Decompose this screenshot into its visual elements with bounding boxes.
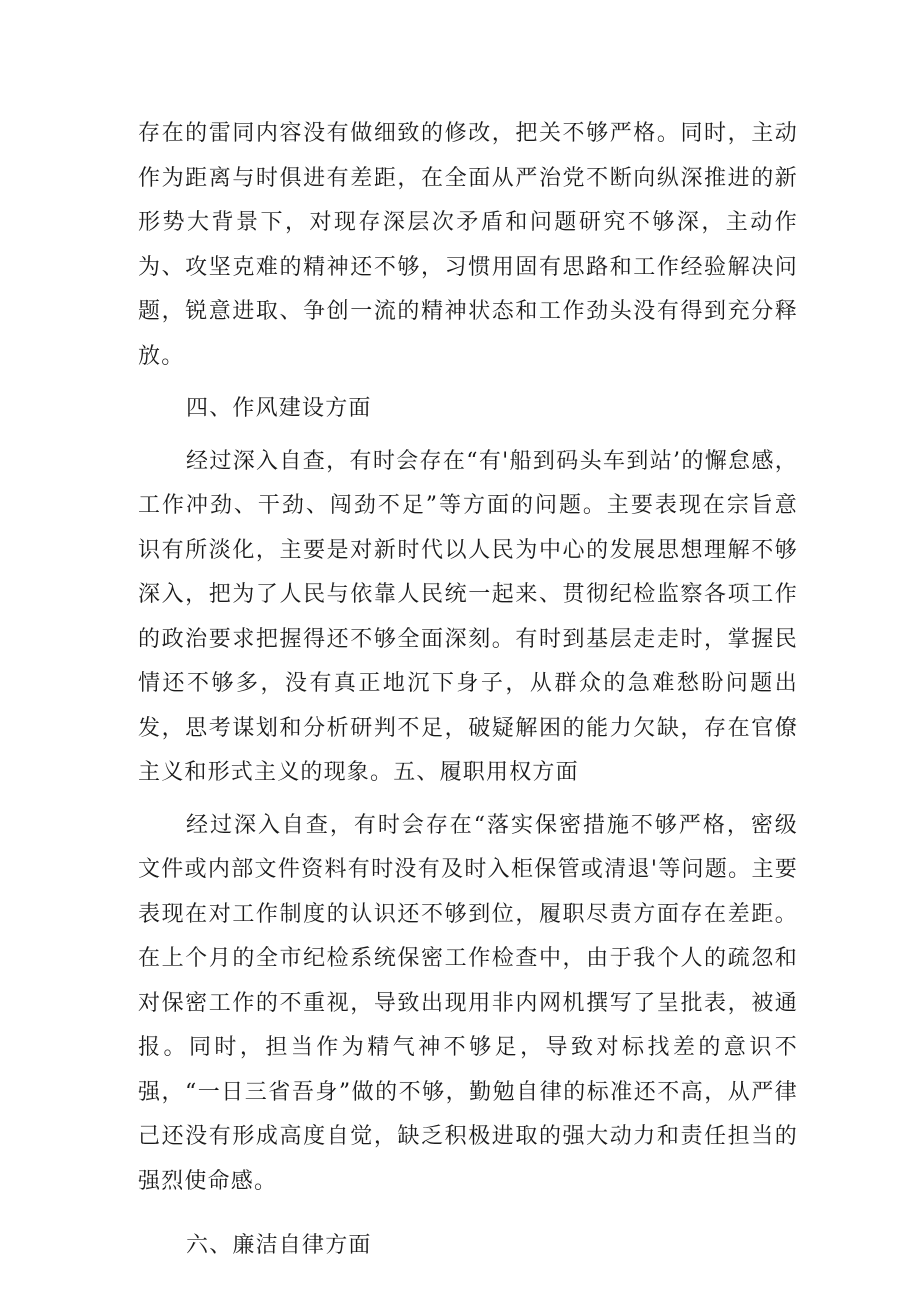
document-body xyxy=(138,112,798,1269)
spacer xyxy=(138,1204,798,1224)
section-heading-work-style: 四、作风建设方面 xyxy=(186,396,372,421)
paragraph-work-style: 经过深入自查，有时会存在“有'船到码头车到站’的懈怠感，工作冲劲、干劲、闯劲不足”等方面的问题。主要表现在宗旨意识有所淡化，主要是对新时代以人民为中心的发展思想理解不够深入，把为了人民与依靠人民统一起来、贯彻纪检监察各项工作的政治要求把握得还不够全面深刻。有时到基层走走时，掌握民情还不够多，没有真正地沉下身子，从群众的急难愁盼问题出发，思考谋划和分析研判不足，破疑解困的能力欠缺，存在官僚主义和形式主义的现象。五、履职用权方面 xyxy=(138,448,798,785)
section-heading-integrity: 六、廉洁自律方面 xyxy=(186,1233,372,1258)
spacer xyxy=(138,796,798,804)
spacer xyxy=(138,432,798,440)
paragraph-duty-performance: 经过深入自查，有时会存在“落实保密措施不够严格，密级文件或内部文件资料有时没有及时入柜保管或清退'等问题。主要表现在对工作制度的认识还不够到位，履职尽责方面存在差距。在上个月的全市纪检系统保密工作检查中，由于我个人的疏忽和对保密工作的不重视，导致出现用非内网机撰写了呈批表，被通报。同时，担当作为精气神不够足，导致对标找差的意识不强，“一日三省吾身”做的不够，勤勉自律的标准还不高，从严律己还没有形成高度自觉，缺乏积极进取的强大动力和责任担当的强烈使命感。 xyxy=(138,812,798,1194)
paragraph-continuation: 存在的雷同内容没有做细致的修改，把关不够严格。同时，主动作为距离与时俱进有差距，在全面从严治党不断向纵深推进的新形势大背景下，对现存深层次矛盾和问题研究不够深，主动作为、攻坚克难的精神还不够，习惯用固有思路和工作经验解决问题，锐意进取、争创一流的精神状态和工作劲头没有得到充分释放。 xyxy=(138,121,798,369)
spacer xyxy=(138,379,798,387)
